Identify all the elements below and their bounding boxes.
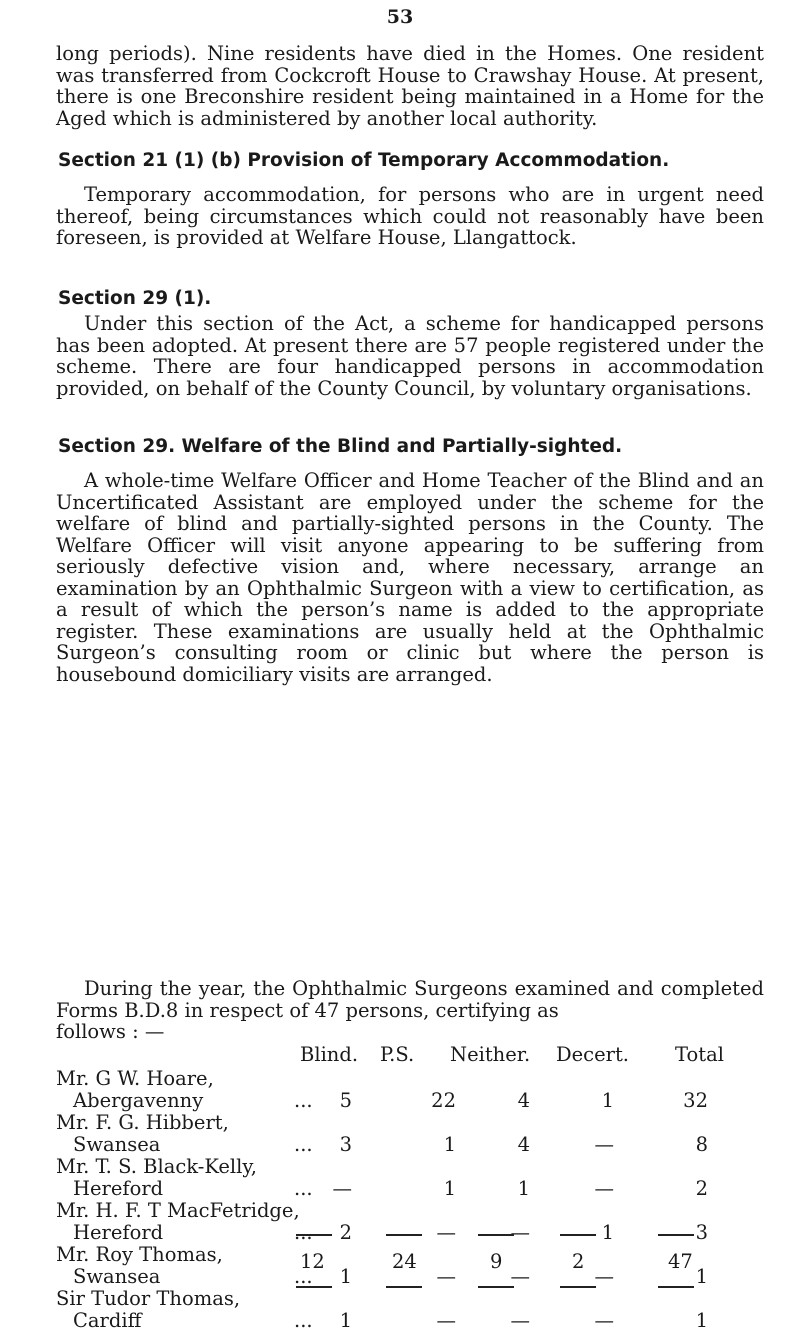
cell-neither: —: [510, 1221, 530, 1244]
total-neither: 9: [490, 1250, 503, 1273]
section-29-blind-body: A whole-time Welfare Officer and Home Teacher of the Blind and an Uncertificated Assistant are employed under the scheme for the welfare of blind and partially-sighted persons in the County. The Welfare Officer will visit anyone appearing to be suffering from seriously defective vision and, where necessary, arrange an examination by an Ophthalmic Surgeon with a view to certification, as a result of which the person’s name is added to the appropriate register. These examinations are usually held at the Ophthalmic Surgeon’s consulting room or clinic but where the person is housebound domiciliary visits are arranged.: [56, 469, 764, 686]
cell-blind: 1: [339, 1309, 352, 1332]
cell-blind: 2: [339, 1221, 352, 1244]
cell-decert: 1: [601, 1221, 614, 1244]
cell-decert: —: [594, 1177, 614, 1200]
table-column-headers: [0, 1043, 800, 1067]
cell-neither: —: [510, 1309, 530, 1332]
total-total: 47: [668, 1250, 693, 1273]
cell-total: 1: [695, 1265, 708, 1288]
header-neither: Neither.: [450, 1043, 531, 1066]
cell-total: 3: [695, 1221, 708, 1244]
header-ps: P.S.: [380, 1043, 415, 1066]
section-21-heading: Section 21 (1) (b) Provision of Temporary Accommodation.: [58, 150, 670, 171]
section-29-1-body: Under this section of the Act, a scheme for handicapped persons has been adopted. At present there are 57 people registered under the scheme. There are four handicapped persons in accommodation provided, on behalf of the County Council, by voluntary organisations.: [56, 312, 764, 400]
cell-blind: 5: [339, 1089, 352, 1112]
cell-total: 32: [683, 1089, 708, 1112]
surgeon-name: Mr. F. G. Hibbert, Swansea ...: [56, 1111, 313, 1156]
table-row: [56, 1112, 708, 1156]
surgeon-name: Mr. H. F. T MacFetridge, Hereford ...: [56, 1199, 313, 1244]
header-blind: Blind.: [300, 1043, 359, 1066]
section-21-body: Temporary accommodation, for persons who are in urgent need thereof, being circumstances which could not reasonably have been foreseen, is provided at Welfare House, Llangattock.: [56, 183, 764, 249]
cell-decert: 1: [601, 1089, 614, 1112]
cell-total: 2: [695, 1177, 708, 1200]
intro-paragraph: long periods). Nine residents have died in the Homes. One resident was transferred from Cockcroft House to Crawshay House. At present, there is one Breconshire resident being maintained in a Home for the Aged which is administered by another local authority.: [56, 42, 764, 130]
surgeon-name: Sir Tudor Thomas, Cardiff ...: [56, 1287, 313, 1332]
cell-blind: —: [332, 1177, 352, 1200]
header-total: Total: [675, 1043, 724, 1066]
cell-decert: —: [594, 1133, 614, 1156]
total-blind: 12: [300, 1250, 325, 1273]
cell-neither: 1: [517, 1177, 530, 1200]
cell-ps: 1: [443, 1133, 456, 1156]
total-ps: 24: [392, 1250, 417, 1273]
cell-ps: 22: [431, 1089, 456, 1112]
cell-total: 8: [695, 1133, 708, 1156]
cell-neither: 4: [517, 1133, 530, 1156]
table-row: [56, 1068, 708, 1112]
examinations-table: [56, 1068, 708, 1332]
cell-ps: 1: [443, 1177, 456, 1200]
surgeon-name: Mr. G W. Hoare, Abergavenny ...: [56, 1067, 313, 1112]
header-decert: Decert.: [556, 1043, 629, 1066]
cell-neither: 4: [517, 1089, 530, 1112]
page-number: 53: [386, 6, 414, 28]
cell-blind: 1: [339, 1265, 352, 1288]
table-row: [56, 1288, 708, 1332]
totals-row: [0, 1250, 800, 1274]
cell-neither: —: [510, 1265, 530, 1288]
total-decert: 2: [572, 1250, 585, 1273]
surgeon-name: Mr. Roy Thomas, Swansea ...: [56, 1243, 313, 1288]
cell-ps: —: [436, 1221, 456, 1244]
section-29-blind-body-2: During the year, the Ophthalmic Surgeons examined and completed Forms B.D.8 in respect of 47 persons, certifying as: [56, 977, 764, 1022]
cell-decert: —: [594, 1309, 614, 1332]
totals-rule-bottom: [0, 1286, 800, 1292]
cell-ps: —: [436, 1265, 456, 1288]
surgeon-name: Mr. T. S. Black-Kelly, Hereford ...: [56, 1155, 313, 1200]
follows-label: follows : —: [56, 1020, 165, 1043]
table-row: [56, 1156, 708, 1200]
cell-decert: —: [594, 1265, 614, 1288]
section-29-blind-heading: Section 29. Welfare of the Blind and Partially-sighted.: [58, 436, 623, 457]
section-29-1-heading: Section 29 (1).: [58, 288, 212, 309]
cell-total: 1: [695, 1309, 708, 1332]
cell-blind: 3: [339, 1133, 352, 1156]
totals-rule-top: [0, 1234, 800, 1240]
cell-ps: —: [436, 1309, 456, 1332]
